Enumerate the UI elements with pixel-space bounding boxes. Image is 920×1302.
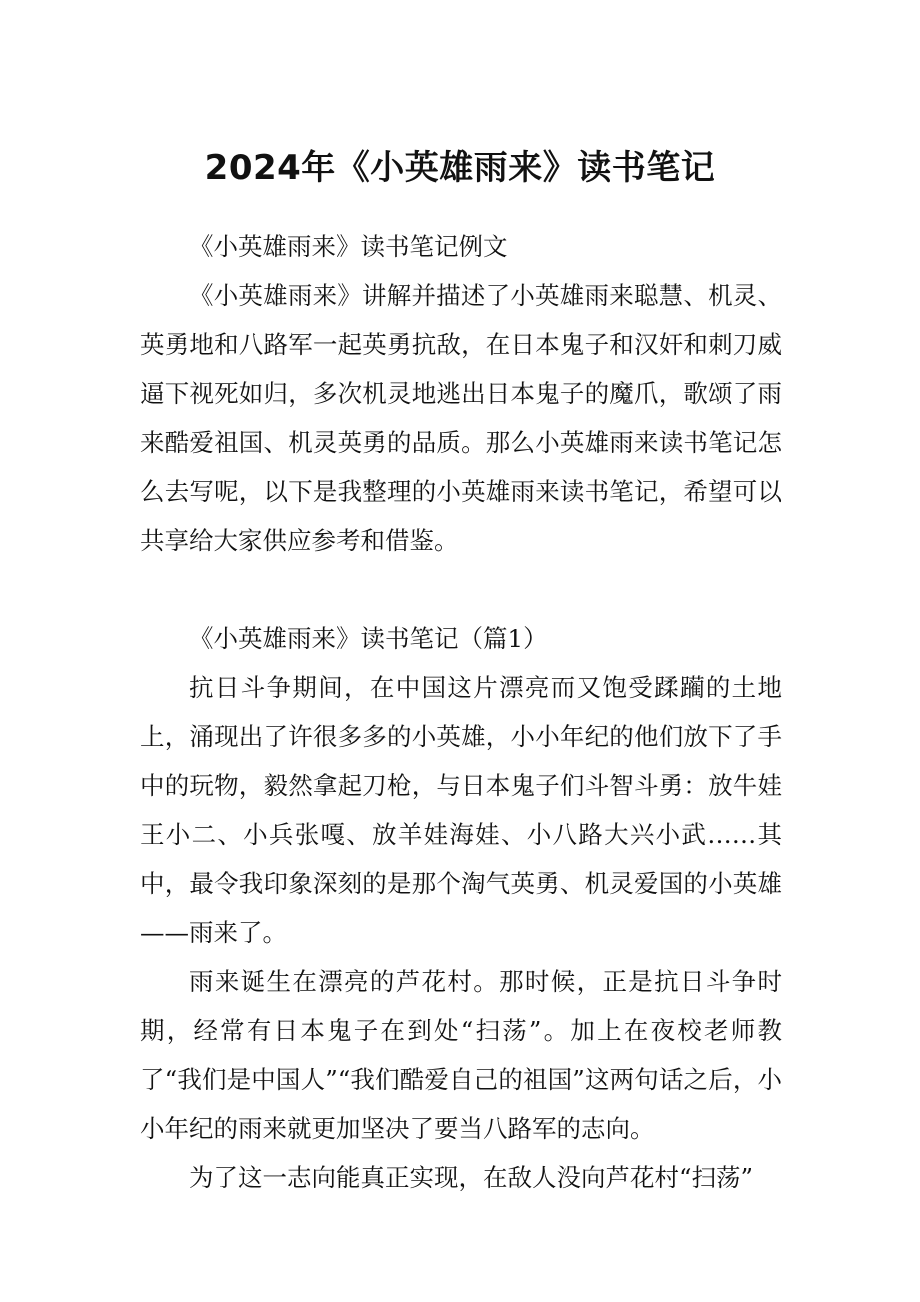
paragraph-subtitle: 《小英雄雨来》读书笔记例文 — [189, 232, 508, 261]
paragraph-section-heading: 《小英雄雨来》读书笔记（篇1） — [189, 624, 548, 653]
paragraph-body-1: 抗日斗争期间，在中国这片漂亮而又饱受蹂躏的土地上，涌现出了许很多多的小英雄，小小年纪的他们放下了手中的玩物，毅然拿起刀枪，与日本鬼子们斗智斗勇：放牛娃王小二、小兵张嘎、放羊娃海娃、小八路大兴小武……其中，最令我印象深刻的是那个淘气英勇、机灵爱国的小英雄——雨来了。 — [140, 673, 782, 947]
document-body — [140, 222, 782, 1202]
paragraph-intro: 《小英雄雨来》讲解并描述了小英雄雨来聪慧、机灵、英勇地和八路军一起英勇抗敌，在日本鬼子和汉奸和刺刀威逼下视死如归，多次机灵地逃出日本鬼子的魔爪，歌颂了雨来酷爱祖国、机灵英勇的品质。那么小英雄雨来读书笔记怎么去写呢，以下是我整理的小英雄雨来读书笔记，希望可以共享给大家供应参考和借鉴。 — [140, 281, 782, 555]
paragraph-spacer — [140, 565, 782, 614]
paragraph-body-3: 为了这一志向能真正实现，在敌人没向芦花村“扫荡” — [189, 1163, 754, 1192]
paragraph-body-2: 雨来诞生在漂亮的芦花村。那时候，正是抗日斗争时期，经常有日本鬼子在到处“扫荡”。加上在夜校老师教了“我们是中国人”“我们酷爱自己的祖国”这两句话之后，小小年纪的雨来就更加坚决了要当八路军的志向。 — [140, 967, 782, 1143]
document-title: 2024年《小英雄雨来》读书笔记 — [204, 148, 716, 188]
